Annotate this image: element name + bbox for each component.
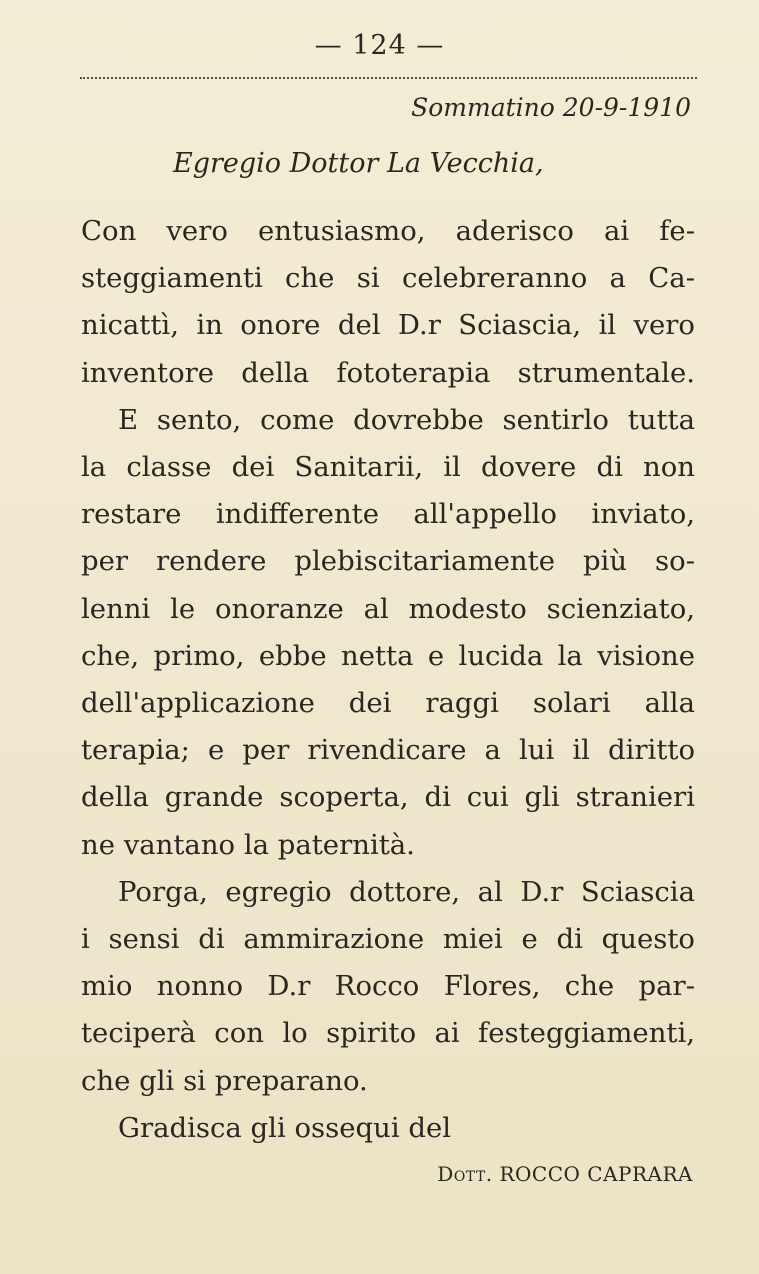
body-line: Porga, egregio dottore, al D.r Sciascia (118, 876, 695, 908)
body-line: Gradisca gli ossequi del (118, 1112, 452, 1144)
page-number: — 124 — (314, 30, 445, 61)
body-line: per rendere plebiscitariamente più so- (81, 545, 695, 577)
body-line: lenni le onoranze al modesto scienziato, (81, 593, 695, 625)
body-line: la classe dei Sanitarii, il dovere di non (81, 451, 695, 483)
body-line: restare indifferente all'appello inviato, (81, 498, 695, 530)
body-line: dell'applicazione dei raggi solari alla (81, 687, 695, 719)
signature (437, 1162, 693, 1186)
dotted-rule (80, 77, 697, 79)
signature-title: Dott. (437, 1162, 493, 1186)
dateline: Sommatino 20-9-1910 (411, 93, 691, 122)
body-line: teciperà con lo spirito ai festeggiamenti, (81, 1017, 695, 1049)
body-line: della grande scoperta, di cui gli stranieri (81, 781, 695, 813)
signature-name: ROCCO CAPRARA (499, 1162, 693, 1186)
body-line: E sento, come dovrebbe sentirlo tutta (118, 404, 695, 436)
body-line: nicattì, in onore del D.r Sciascia, il vero (81, 309, 695, 341)
body-line: i sensi di ammirazione miei e di questo (81, 923, 695, 955)
body-line: ne vantano la paternità. (81, 829, 415, 861)
body-line: terapia; e per rivendicare a lui il diritto (81, 734, 695, 766)
body-line: che, primo, ebbe netta e lucida la visione (81, 640, 695, 672)
body-line: mio nonno D.r Rocco Flores, che par- (81, 970, 695, 1002)
body-line: steggiamenti che si celebreranno a Ca- (81, 262, 695, 294)
body-line: Con vero entusiasmo, aderisco ai fe- (81, 215, 695, 247)
body-line: inventore della fototerapia strumentale. (81, 357, 695, 389)
salutation: Egregio Dottor La Vecchia, (173, 148, 544, 179)
body-line: che gli si preparano. (81, 1065, 368, 1097)
